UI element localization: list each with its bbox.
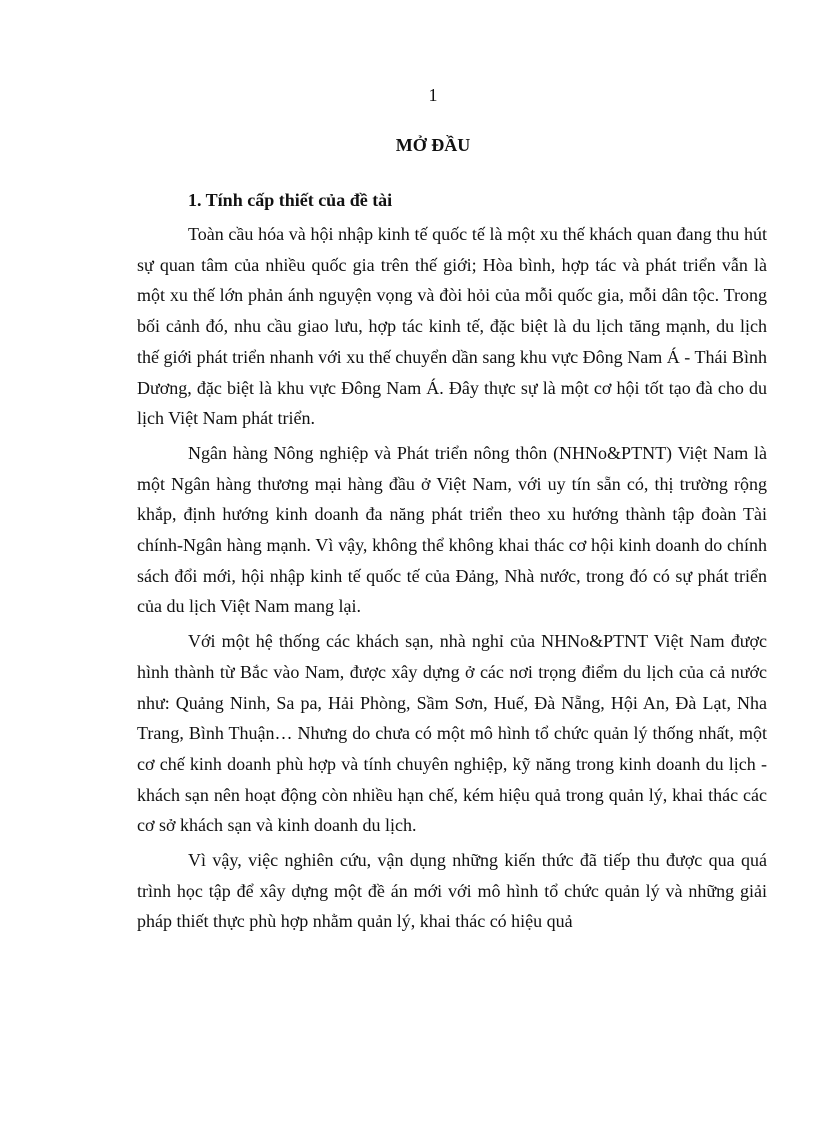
page-title: MỞ ĐẦU [395, 135, 471, 155]
section-heading: 1. Tính cấp thiết của đề tài [188, 190, 393, 210]
paragraph: Ngân hàng Nông nghiệp và Phát triển nông thôn (NHNo&PTNT) Việt Nam là một Ngân hàng thương mại hàng đầu ở Việt Nam, với uy tín sẵn có, thị trường rộng khắp, định hướng kinh doanh đa năng phát triển theo xu hướng thành tập đoàn Tài chính-Ngân hàng mạnh. Vì vậy, không thể không khai thác cơ hội kinh doanh do chính sách đổi mới, hội nhập kinh tế quốc tế của Đảng, Nhà nước, trong đó có sự phát triển của du lịch Việt Nam mang lại. [137, 442, 767, 617]
paragraph: Với một hệ thống các khách sạn, nhà nghỉ của NHNo&PTNT Việt Nam được hình thành từ Bắc vào Nam, được xây dựng ở các nơi trọng điểm du lịch của cả nước như: Quảng Ninh, Sa pa, Hải Phòng, Sầm Sơn, Huế, Đà Nẵng, Hội An, Đà Lạt, Nha Trang, Bình Thuận… Nhưng do chưa có một mô hình tổ chức quản lý thống nhất, một cơ chế kinh doanh phù hợp và tính chuyên nghiệp, kỹ năng trong kinh doanh du lịch - khách sạn nên hoạt động còn nhiều hạn chế, kém hiệu quả trong quản lý, khai thác các cơ sở khách sạn và kinh doanh du lịch. [137, 631, 767, 836]
page-number: 1 [428, 85, 438, 105]
body-text [137, 219, 767, 941]
paragraph: Vì vậy, việc nghiên cứu, vận dụng những kiến thức đã tiếp thu được qua quá trình học tập để xây dựng một đề án mới với mô hình tổ chức quản lý và những giải pháp thiết thực phù hợp nhằm quản lý, khai thác có hiệu quả [137, 850, 767, 932]
paragraph: Toàn cầu hóa và hội nhập kinh tế quốc tế là một xu thế khách quan đang thu hút sự quan tâm của nhiều quốc gia trên thế giới; Hòa bình, hợp tác và phát triển vẫn là một xu thế lớn phản ánh nguyện vọng và đòi hỏi của mỗi quốc gia, mỗi dân tộc. Trong bối cảnh đó, nhu cầu giao lưu, hợp tác kinh tế, đặc biệt là du lịch tăng mạnh, du lịch thế giới phát triển nhanh với xu thế chuyển dần sang khu vực Đông Nam Á - Thái Bình Dương, đặc biệt là khu vực Đông Nam Á. Đây thực sự là một cơ hội tốt tạo đà cho du lịch Việt Nam phát triển. [137, 224, 767, 429]
